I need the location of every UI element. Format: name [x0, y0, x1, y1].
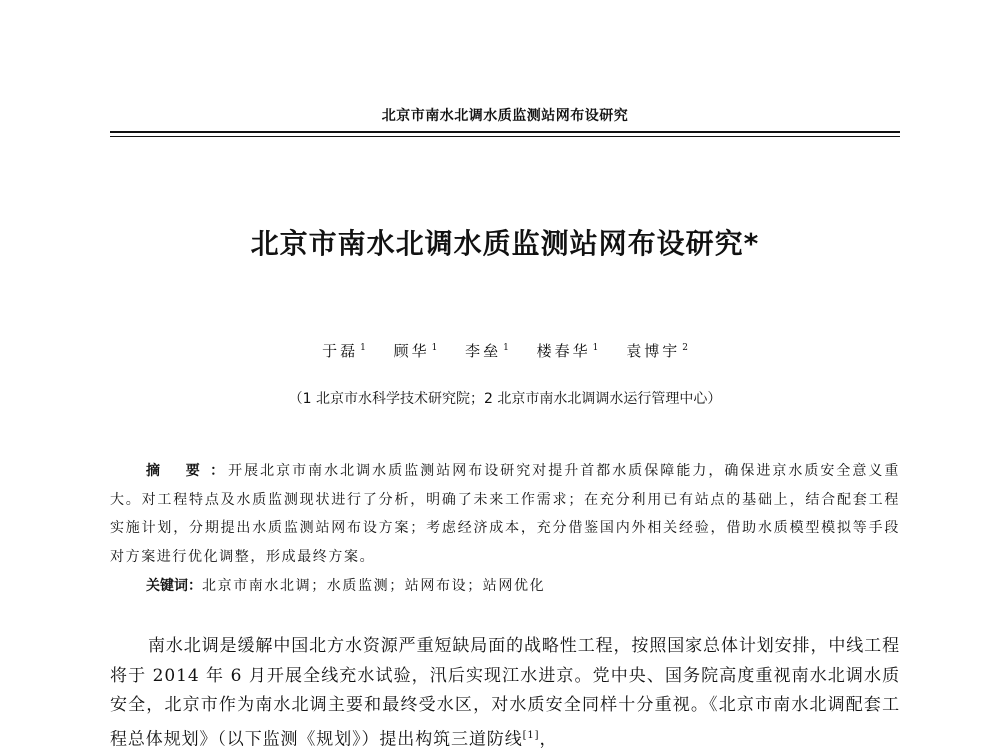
author-affiliation-mark: 1 [592, 343, 599, 353]
keywords-text: 北京市南水北调；水质监测；站网布设；站网优化 [202, 578, 546, 594]
author-affiliation-mark: 2 [682, 343, 688, 353]
author-name: 李垒 [465, 342, 502, 360]
author-name: 顾华 [393, 342, 430, 360]
reference-mark: [1] [522, 729, 540, 741]
abstract-text: 开展北京市南水北调水质监测站网布设研究对提升首都水质保障能力，确保进京水质安全意义重大。对工程特点及水质监测现状进行了分析，明确了未来工作需求；在充分利用已有站点的基础上，结合配套工程实施计划，分期提出水质监测站网布设方案；考虑经济成本，充分借鉴国内外相关经验，借助水质模型模拟等手段对方案进行优化调整，形成最终方案。 [110, 463, 901, 565]
affiliations: （1 北京市水科学技术研究院；2 北京市南水北调调水运行管理中心） [288, 391, 722, 407]
body-text: 南水北调是缓解中国北方水资源严重短缺局面的战略性工程，按照国家总体计划安排，中线工程将于 2014 年 6 月开展全线充水试验，汛后实现江水进京。党中央、国务院高度重视南水北调水质安全，北京市作为南水北调主要和最终受水区，对水质安全同样十分重视。《北京市南水北调配套工程总体规划》（以下监测《规划》）提出构筑三道防线 [110, 636, 900, 750]
author-2 [394, 342, 438, 360]
author-affiliation-mark: 1 [360, 343, 366, 353]
author-5 [626, 342, 688, 360]
running-header: 北京市南水北调水质监测站网布设研究 [381, 108, 629, 124]
paper-title: 北京市南水北调水质监测站网布设研究* [250, 227, 760, 260]
author-3 [465, 342, 509, 360]
author-name: 楼春华 [536, 342, 591, 360]
header-rule-thin [110, 136, 900, 137]
keywords [146, 575, 900, 595]
author-4 [537, 342, 599, 360]
author-name: 袁博宇 [626, 342, 681, 360]
body-tail: ， [539, 729, 558, 750]
author-name: 于磊 [322, 342, 359, 360]
author-1 [322, 342, 366, 360]
author-affiliation-mark: 1 [431, 343, 438, 353]
abstract-label: 摘 要 [146, 463, 211, 479]
body-paragraph [110, 632, 900, 755]
keywords-label: 关键词： [146, 578, 202, 594]
header-rule-thick [110, 131, 900, 133]
author-list [110, 340, 900, 361]
abstract [110, 457, 900, 571]
author-affiliation-mark: 1 [503, 343, 509, 353]
abstract-label-colon: ： [210, 463, 227, 479]
